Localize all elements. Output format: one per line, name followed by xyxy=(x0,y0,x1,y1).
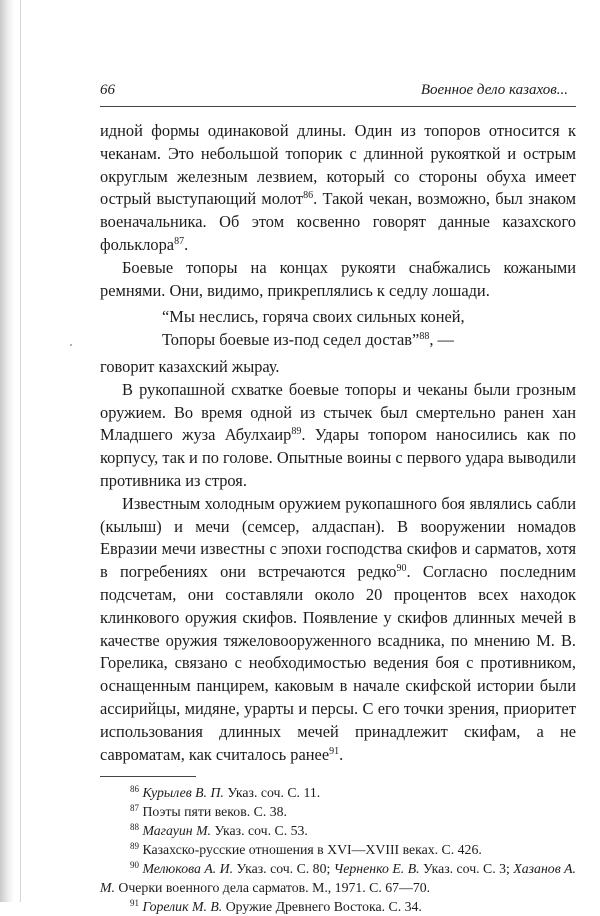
page-number: 66 xyxy=(100,82,115,98)
scan-speck xyxy=(70,344,72,346)
footnote-88: $^{88}$ Магауин М. Указ. соч. С. 53. xyxy=(130,822,308,839)
verse-quote xyxy=(162,306,576,352)
binding-line xyxy=(20,0,21,902)
footnote-ref-89[interactable]: 89 xyxy=(291,426,302,438)
paragraph-3: говорит казахский жырау. xyxy=(100,356,280,376)
page-header xyxy=(100,78,576,102)
main-text xyxy=(100,120,576,766)
footnote-87: $^{87}$ Поэты пяти веков. С. 38. xyxy=(130,803,287,820)
footnotes xyxy=(100,783,576,916)
paragraph-2: Боевые топоры на концах рукояти снабжались кожаными ремнями. Они, видимо, прикреплялись к седлу лошади. xyxy=(100,257,576,300)
footnote-89: $^{89}$ Казахско-русские отношения в XVI—XVIII веках. С. 426. xyxy=(130,841,482,858)
paragraph-5: Известным холодным оружием рукопашного боя являлись сабли (кылыш) и мечи (семсер, алдаспан). В вооружении номадов Евразии мечи известны с эпохи господства скифов и сарматов, хотя в погребениях они встречаются редко$^{90}$. Согласно последним подсчетам, они составляли около 20 процентов всех находок клинкового оружия скифов. Появление у скифов длинных мечей в качестве оружия тяжеловооруженного всадника, по мнению М. В. Горелика, связано с необходимостью ведения боя с противником, оснащенным панцирем, каковым в начале скифской истории были ассирийцы, мидяне, урарты и персы. С его точки зрения, приоритет использования длинных мечей принадлежит скифам, а не савроматам, как считалось ранее$^{91}$. xyxy=(100,493,576,764)
verse-line-2: Топоры боевые из-под седел достав”$^{88}$, — xyxy=(162,330,454,350)
paragraph-1: идной формы одинаковой длины. Один из топоров относится к чеканам. Это небольшой топорик с длинной рукояткой и острым округлым железным лезвием, который со стороны обуха имеет острый выступающий молот$^{86}$. Такой чекан, возможно, был знаком военачальника. Об этом косвенно говорят данные казахского фольклора$^{87}$. xyxy=(100,121,576,254)
footnote-90: $^{90}$ Мелюкова А. И. Указ. соч. С. 80; Черненко Е. В. Указ. соч. С. 3; Хазанов А. М. Очерки военного дела сарматов. М., 1971. С. 67—70. xyxy=(100,860,577,896)
footnote-ref-88[interactable]: 88 xyxy=(419,331,430,343)
footnote-ref-86[interactable]: 86 xyxy=(303,190,314,202)
footnote-ref-90[interactable]: 90 xyxy=(396,563,407,575)
binding-gutter xyxy=(0,0,14,902)
book-page xyxy=(100,78,576,916)
footnote-separator xyxy=(100,776,196,777)
running-title: Военное дело казахов... xyxy=(420,82,568,98)
header-rule xyxy=(100,106,576,107)
footnote-86: $^{86}$ Курылев В. П. Указ. соч. С. 11. xyxy=(130,784,321,801)
paragraph-4: В рукопашной схватке боевые топоры и чеканы были грозным оружием. Во время одной из стычек был смертельно ранен хан Младшего жуза Абулхаир$^{89}$. Удары топором наносились как по корпусу, так и по голове. Опытные воины с первого удара выводили противника из строя. xyxy=(100,379,576,490)
footnote-91: $^{91}$ Горелик М. В. Оружие Древнего Востока. С. 34. xyxy=(130,898,422,915)
verse-line-1: “Мы неслись, горяча своих сильных коней, xyxy=(162,307,465,327)
footnote-ref-87[interactable]: 87 xyxy=(174,235,185,247)
footnote-ref-91[interactable]: 91 xyxy=(329,745,340,757)
